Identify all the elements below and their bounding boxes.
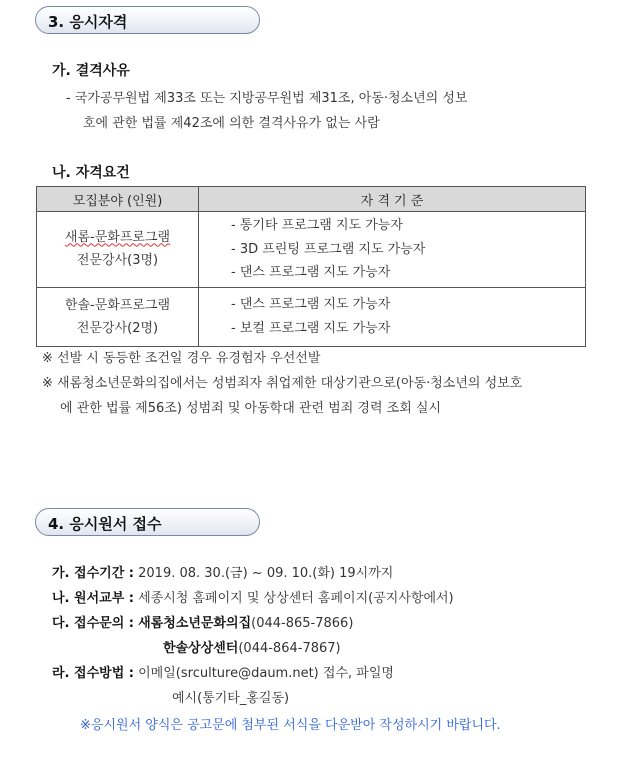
criteria-item: - 댄스 프로그램 지도 가능자 — [231, 297, 391, 312]
header-field: 모집분야 (인원) — [37, 187, 199, 212]
inquiry-org-1: 새롬청소년문화의집 — [138, 616, 252, 631]
inquiry-org-2: 한솔상상센터 — [163, 641, 239, 656]
inquiry-label: 다. 접수문의 : — [52, 616, 134, 631]
note-priority: ※ 선발 시 동등한 조건일 경우 유경험자 우선선발 — [42, 351, 321, 366]
table-row — [37, 287, 586, 346]
note-background-check-line-1 — [42, 372, 522, 391]
header-criteria: 자 격 기 준 — [199, 187, 586, 212]
criteria-item: - 3D 프린팅 프로그램 지도 가능자 — [231, 241, 426, 257]
criteria-item: - 통기타 프로그램 지도 가능자 — [231, 218, 403, 233]
footnote: ※응시원서 양식은 공고문에 첨부된 서식을 다운받아 작성하시기 바랍니다. — [80, 718, 501, 733]
submission-method-label: 라. 접수방법 : — [52, 666, 134, 681]
inquiry — [52, 612, 353, 631]
field-name: 새롬-문화프로그램 — [64, 230, 171, 246]
inquiry-phone-1: (044-865-7866) — [251, 616, 354, 631]
disqualification-line-2: 호에 관한 법률 제42조에 의한 결격사유가 없는 사람 — [83, 116, 380, 131]
section-3-title: 3. 응시자격 — [48, 13, 128, 31]
form-distribution — [52, 587, 454, 606]
application-period — [52, 562, 393, 581]
field-count: 전문강사(3명) — [76, 253, 159, 269]
table-row — [37, 212, 586, 288]
criteria-cell — [199, 212, 586, 288]
inquiry-phone-2: (044-864-7867) — [238, 641, 341, 656]
field-cell — [37, 212, 199, 288]
submission-method-value: 이메일(srculture@daum.net) 접수, 파일명 — [138, 666, 394, 681]
section-4-header — [35, 508, 260, 536]
table-header-row — [37, 187, 586, 212]
qualification-title: 나. 자격요건 — [52, 165, 130, 181]
section-4-title: 4. 응시원서 접수 — [48, 515, 162, 533]
application-period-value: 2019. 08. 30.(금) ~ 09. 10.(화) 19시까지 — [138, 566, 394, 581]
note-background-check-line-2: 에 관한 법률 제56조) 성범죄 및 아동학대 관련 범죄 경력 조회 실시 — [60, 401, 442, 416]
disqualification-line-1: - 국가공무원법 제33조 또는 지방공무원법 제31조, 아동·청소년의 성보 — [66, 91, 468, 106]
qualification-table — [36, 186, 586, 347]
section-3-header — [35, 6, 260, 34]
submission-method — [52, 662, 394, 681]
field-count: 전문강사(2명) — [76, 320, 159, 336]
form-distribution-value: 세종시청 홈페이지 및 상상센터 홈페이지(공지사항에서) — [138, 591, 454, 606]
form-distribution-label: 나. 원서교부 : — [52, 591, 134, 606]
application-period-label: 가. 접수기간 : — [52, 566, 134, 581]
field-name: 한솔-문화프로그램 — [64, 297, 171, 313]
note-background-check-text: ※ 새롬청소년문화의집에서는 성범죄자 취업제한 대상기관으로(아동·청소년의 성보호 — [42, 376, 523, 391]
inquiry-line-2 — [163, 637, 341, 656]
submission-example: 예시(통기타_홍길동) — [172, 691, 290, 706]
field-cell — [37, 287, 199, 346]
disqualification-title: 가. 결격사유 — [52, 63, 130, 79]
criteria-item: - 댄스 프로그램 지도 가능자 — [231, 265, 391, 280]
criteria-cell — [199, 287, 586, 346]
criteria-item: - 보컬 프로그램 지도 가능자 — [231, 320, 391, 336]
